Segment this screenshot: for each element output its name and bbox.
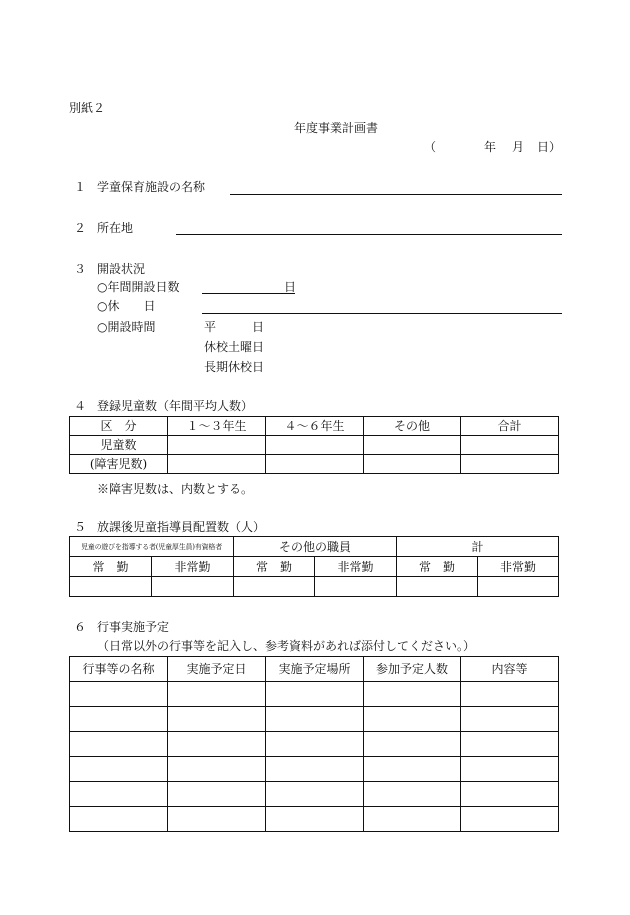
hours-saturday-label: 休校土曜日 <box>204 340 265 354</box>
hours-weekday-label: 平 日 <box>204 320 265 334</box>
table-cell[interactable] <box>266 782 364 807</box>
table-row <box>70 455 559 474</box>
table-row <box>70 782 559 807</box>
section-3-label: 開設状況 <box>97 262 146 276</box>
table-cell[interactable] <box>266 732 364 757</box>
table-cell[interactable] <box>461 757 559 782</box>
row-label: (障害児数) <box>70 455 168 474</box>
date-open-paren: （ <box>424 140 437 154</box>
table-row <box>70 757 559 782</box>
holidays-field[interactable] <box>202 313 562 314</box>
column-header: 非常勤 <box>315 557 397 577</box>
section-6-note: （日常以外の行事等を記入し、参考資料があれば添付してください。） <box>97 639 476 653</box>
hours-label: ○開設時間 <box>97 320 156 334</box>
registered-children-table <box>69 416 559 474</box>
document-title: 年度事業計画書 <box>294 121 379 135</box>
table-row <box>70 577 559 597</box>
table-row <box>70 707 559 732</box>
column-header: 参加予定人数 <box>364 657 461 682</box>
table-cell[interactable] <box>397 577 478 597</box>
address-field[interactable] <box>176 234 562 235</box>
column-header: 常 勤 <box>234 557 315 577</box>
column-header: その他 <box>364 417 461 436</box>
table-cell[interactable] <box>266 757 364 782</box>
column-header: 非常勤 <box>152 557 234 577</box>
section-6-label: 行事実施予定 <box>97 620 170 634</box>
table-cell[interactable] <box>461 707 559 732</box>
table-cell[interactable] <box>234 577 315 597</box>
table-cell[interactable] <box>70 807 168 832</box>
hours-long-break-label: 長期休校日 <box>204 360 265 374</box>
date-year-label: 年 <box>484 140 497 154</box>
section-3-number: ３ <box>74 262 87 276</box>
table-cell[interactable] <box>364 757 461 782</box>
table-cell[interactable] <box>461 436 559 455</box>
section-2-label: 所在地 <box>97 221 134 235</box>
table-cell[interactable] <box>168 757 266 782</box>
table-cell[interactable] <box>70 782 168 807</box>
table-cell[interactable] <box>461 782 559 807</box>
annual-days-unit: 日 <box>284 280 297 294</box>
table-cell[interactable] <box>168 455 266 474</box>
table-cell[interactable] <box>266 707 364 732</box>
column-header: 常 勤 <box>397 557 478 577</box>
table-cell[interactable] <box>70 732 168 757</box>
annual-days-label: ○年間開設日数 <box>97 280 180 294</box>
table-cell[interactable] <box>266 807 364 832</box>
table-cell[interactable] <box>168 782 266 807</box>
section-4-number: ４ <box>74 399 87 413</box>
table-cell[interactable] <box>168 807 266 832</box>
table-cell[interactable] <box>364 807 461 832</box>
table-cell[interactable] <box>168 707 266 732</box>
table-cell[interactable] <box>364 707 461 732</box>
column-header: 実施予定日 <box>168 657 266 682</box>
staff-allocation-table <box>69 536 559 597</box>
annual-days-field[interactable] <box>202 293 295 294</box>
date-month-label: 月 <box>512 140 525 154</box>
table-cell[interactable] <box>152 577 234 597</box>
section-5-label: 放課後児童指導員配置数（人） <box>97 520 266 534</box>
table-cell[interactable] <box>168 682 266 707</box>
column-header: 区 分 <box>70 417 168 436</box>
table-header-row <box>70 417 559 436</box>
facility-name-field[interactable] <box>230 194 562 195</box>
table-header-row <box>70 537 559 557</box>
date-day-label: 日） <box>537 140 562 154</box>
row-label: 児童数 <box>70 436 168 455</box>
section-5-number: ５ <box>74 520 87 534</box>
section-6-number: ６ <box>74 620 87 634</box>
table-cell[interactable] <box>364 436 461 455</box>
holidays-label: ○休 日 <box>97 299 156 313</box>
table-row <box>70 732 559 757</box>
column-header: 行事等の名称 <box>70 657 168 682</box>
table-cell[interactable] <box>364 682 461 707</box>
column-header: 常 勤 <box>70 557 152 577</box>
section-4-note: ※障害児数は、内数とする。 <box>97 482 254 496</box>
column-group-header: 計 <box>397 537 559 557</box>
table-cell[interactable] <box>315 577 397 597</box>
column-header: ４～６年生 <box>266 417 364 436</box>
table-cell[interactable] <box>461 682 559 707</box>
section-2-number: ２ <box>74 221 87 235</box>
column-header: 合計 <box>461 417 559 436</box>
events-table <box>69 656 559 832</box>
table-cell[interactable] <box>168 732 266 757</box>
table-cell[interactable] <box>168 436 266 455</box>
table-cell[interactable] <box>266 455 364 474</box>
table-cell[interactable] <box>364 782 461 807</box>
column-group-header: その他の職員 <box>234 537 397 557</box>
table-cell[interactable] <box>70 757 168 782</box>
table-row <box>70 436 559 455</box>
table-cell[interactable] <box>70 707 168 732</box>
section-4-label: 登録児童数（年間平均人数） <box>97 399 254 413</box>
table-cell[interactable] <box>461 455 559 474</box>
table-subheader-row <box>70 557 559 577</box>
table-cell[interactable] <box>478 577 559 597</box>
column-group-header: 児童の遊びを指導する者(児童厚生員)有資格者 <box>70 537 234 557</box>
column-header: 実施予定場所 <box>266 657 364 682</box>
annex-label: 別紙２ <box>69 101 106 115</box>
table-cell[interactable] <box>364 732 461 757</box>
table-header-row <box>70 657 559 682</box>
table-cell[interactable] <box>461 807 559 832</box>
table-cell[interactable] <box>266 436 364 455</box>
table-cell[interactable] <box>70 682 168 707</box>
column-header: １～３年生 <box>168 417 266 436</box>
section-1-number: １ <box>74 180 87 194</box>
table-cell[interactable] <box>364 455 461 474</box>
table-cell[interactable] <box>461 732 559 757</box>
table-cell[interactable] <box>70 577 152 597</box>
column-header: 内容等 <box>461 657 559 682</box>
column-header: 非常勤 <box>478 557 559 577</box>
table-row <box>70 807 559 832</box>
section-1-label: 学童保育施設の名称 <box>97 180 206 194</box>
table-cell[interactable] <box>266 682 364 707</box>
table-row <box>70 682 559 707</box>
